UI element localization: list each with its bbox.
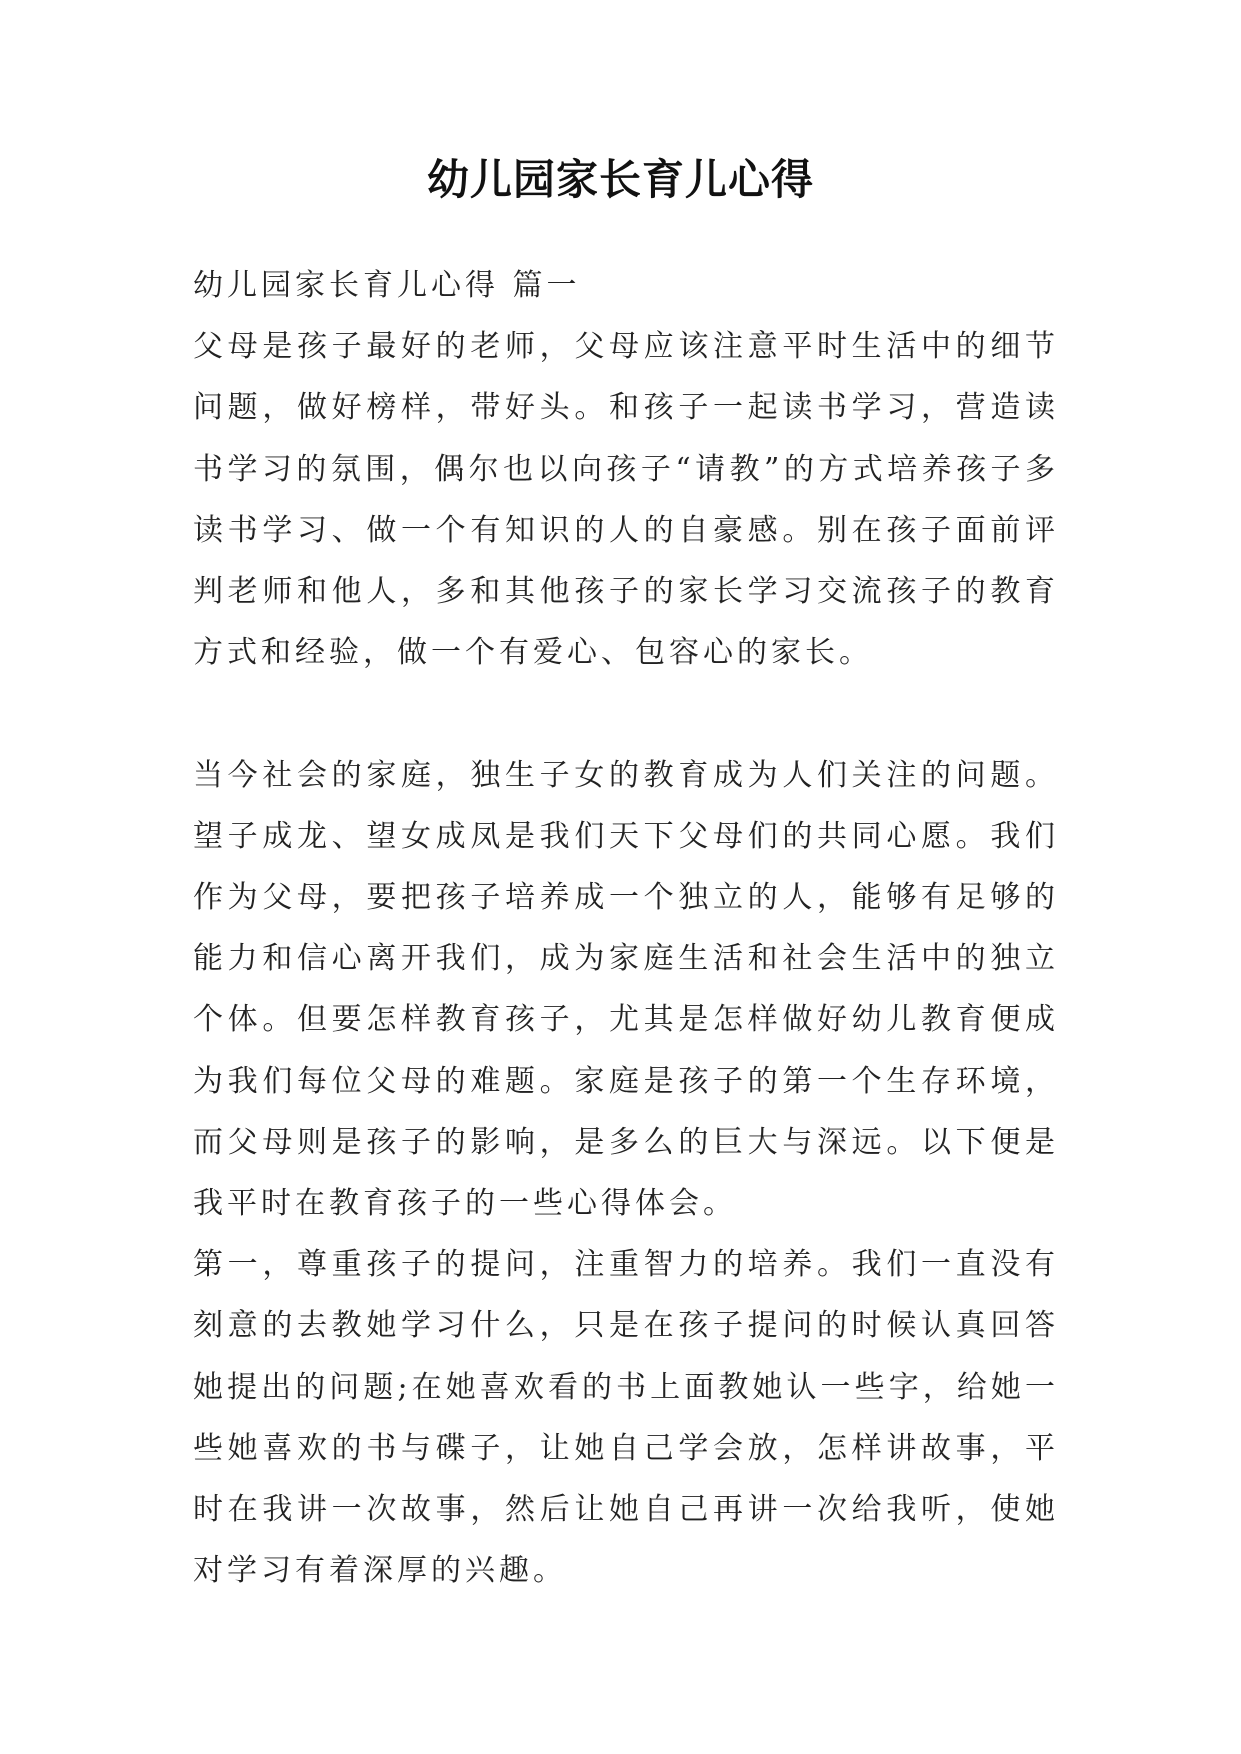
paragraph-3: 第一，尊重孩子的提问，注重智力的培养。我们一直没有刻意的去教她学习什么，只是在孩子提问的时候认真回答她提出的问题;在她喜欢看的书上面教她认一些字，给她一些她喜欢的书与碟子，让她自己学会放，怎样讲故事，平时在我讲一次故事，然后让她自己再讲一次给我听，使她对学习有着深厚的兴趣。 (193, 1247, 1059, 1589)
section-heading: 幼儿园家长育儿心得 篇一 (193, 268, 581, 303)
document-body (193, 255, 1059, 1601)
paragraph-1: 父母是孩子最好的老师，父母应该注意平时生活中的细节问题，做好榜样，带好头。和孩子一起读书学习，营造读书学习的氛围，偶尔也以向孩子“请教”的方式培养孩子多读书学习、做一个有知识的人的自豪感。别在孩子面前评判老师和他人，多和其他孩子的家长学习交流孩子的教育方式和经验，做一个有爱心、包容心的家长。 (193, 329, 1059, 671)
paragraph-2: 当今社会的家庭，独生子女的教育成为人们关注的问题。望子成龙、望女成凤是我们天下父母们的共同心愿。我们作为父母，要把孩子培养成一个独立的人，能够有足够的能力和信心离开我们，成为家庭生活和社会生活中的独立个体。但要怎样教育孩子，尤其是怎样做好幼儿教育便成为我们每位父母的难题。家庭是孩子的第一个生存环境，而父母则是孩子的影响，是多么的巨大与深远。以下便是我平时在教育孩子的一些心得体会。 (193, 757, 1059, 1222)
paragraph-spacer (193, 683, 1059, 744)
document-title: 幼儿园家长育儿心得 (426, 155, 814, 204)
